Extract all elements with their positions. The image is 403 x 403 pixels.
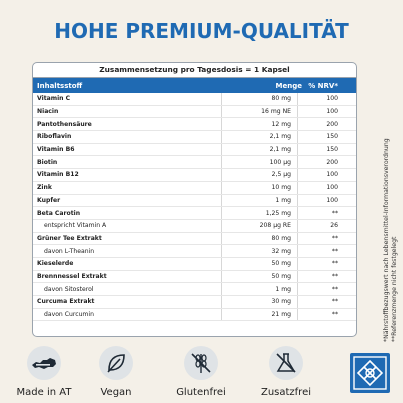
table-row (33, 106, 356, 119)
row-ingredient: Grüner Tee Extrakt (37, 234, 102, 242)
table-header-row (33, 78, 356, 93)
row-nrv: 100 (326, 184, 338, 192)
footnotes (357, 57, 397, 342)
row-ingredient: davon Sitosterol (44, 285, 94, 293)
badge-row (0, 345, 340, 403)
row-ingredient: Vitamin B6 (37, 146, 75, 154)
row-amount: 12 mg (221, 118, 298, 130)
row-amount: 2,1 mg (221, 144, 298, 156)
row-amount: 1 mg (221, 283, 298, 295)
row-ingredient: davon L-Theanin (44, 247, 95, 255)
row-amount: 10 mg (221, 182, 298, 194)
row-amount: 208 µg RE (221, 220, 298, 232)
row-ingredient: Zink (37, 184, 52, 192)
table-row (33, 220, 356, 233)
row-nrv: ** (331, 260, 338, 268)
badge-label: Glutenfrei (176, 387, 226, 398)
badge-vegan (81, 345, 151, 398)
header-ingredient: Inhaltsstoff (37, 81, 83, 90)
no-flask-icon (268, 345, 304, 381)
row-ingredient: Vitamin C (37, 95, 71, 103)
row-nrv: 100 (326, 196, 338, 204)
badge-glutenfrei (166, 345, 236, 398)
row-nrv: ** (331, 209, 338, 217)
table-row (33, 93, 356, 106)
nutrition-table (32, 62, 357, 337)
table-caption: Zusammensetzung pro Tagesdosis = 1 Kapsel (33, 63, 356, 78)
badge-label: Made in AT (16, 387, 72, 398)
austria-map-icon (26, 345, 62, 381)
table-row (33, 169, 356, 182)
footnote-reference: **Referenzmenge nicht festgelegt (391, 236, 398, 342)
row-amount: 50 mg (221, 258, 298, 270)
row-amount: 80 mg (221, 233, 298, 245)
row-nrv: 150 (326, 133, 338, 141)
table-row (33, 245, 356, 258)
row-nrv: 100 (326, 171, 338, 179)
row-amount: 100 µg (221, 156, 298, 168)
row-nrv: 100 (326, 108, 338, 116)
row-nrv: 26 (330, 222, 338, 230)
table-row (33, 131, 356, 144)
row-ingredient: Biotin (37, 158, 58, 166)
row-nrv: ** (331, 285, 338, 293)
row-nrv: ** (331, 247, 338, 255)
badge-label: Zusatzfrei (260, 387, 312, 398)
badge-label: Vegan (100, 387, 132, 398)
table-row (33, 309, 356, 322)
row-ingredient: Riboflavin (37, 133, 72, 141)
row-amount: 1 mg (221, 195, 298, 207)
leaf-icon (98, 345, 134, 381)
badge-made-in-at (9, 345, 79, 398)
row-amount: 21 mg (221, 309, 298, 321)
knot-logo-icon (350, 353, 390, 393)
row-amount: 50 mg (221, 271, 298, 283)
row-ingredient: Niacin (37, 108, 59, 116)
row-ingredient: Kieselerde (37, 260, 74, 268)
header-amount: Menge (275, 81, 302, 90)
brand-logo (350, 353, 390, 393)
table-row (33, 144, 356, 157)
row-amount: 80 mg (221, 93, 298, 105)
footnote-nrv: *Nährstoffbezugswert nach Lebensmittel-Informationsverordnung (383, 138, 390, 342)
table-row (33, 195, 356, 208)
row-nrv: 200 (326, 158, 338, 166)
table-row (33, 118, 356, 131)
row-nrv: ** (331, 234, 338, 242)
table-row (33, 296, 356, 309)
row-amount: 1,25 mg (221, 207, 298, 219)
table-row (33, 182, 356, 195)
row-amount: 30 mg (221, 296, 298, 308)
badge-zusatzfrei (251, 345, 321, 398)
row-amount: 16 mg NE (221, 106, 298, 118)
table-row (33, 283, 356, 296)
row-nrv: 100 (326, 95, 338, 103)
row-ingredient: Kupfer (37, 196, 61, 204)
row-ingredient: Vitamin B12 (37, 171, 79, 179)
no-wheat-icon (183, 345, 219, 381)
row-ingredient: davon Curcumin (44, 311, 94, 319)
row-ingredient: Pantothensäure (37, 120, 92, 128)
row-amount: 32 mg (221, 245, 298, 257)
table-row (33, 156, 356, 169)
row-amount: 2,5 µg (221, 169, 298, 181)
row-nrv: ** (331, 272, 338, 280)
table-row (33, 271, 356, 284)
row-nrv: ** (331, 311, 338, 319)
header-nrv: % NRV* (308, 81, 338, 90)
row-nrv: 200 (326, 120, 338, 128)
page-title: HOHE PREMIUM-QUALITÄT (54, 19, 349, 43)
row-ingredient: Brennnessel Extrakt (37, 272, 107, 280)
table-body (33, 93, 356, 321)
row-ingredient: entspricht Vitamin A (44, 222, 107, 230)
row-nrv: ** (331, 298, 338, 306)
table-row (33, 207, 356, 220)
row-nrv: 150 (326, 146, 338, 154)
table-row (33, 258, 356, 271)
table-row (33, 233, 356, 246)
row-ingredient: Beta Carotin (37, 209, 81, 217)
row-ingredient: Curcuma Extrakt (37, 298, 95, 306)
row-amount: 2,1 mg (221, 131, 298, 143)
